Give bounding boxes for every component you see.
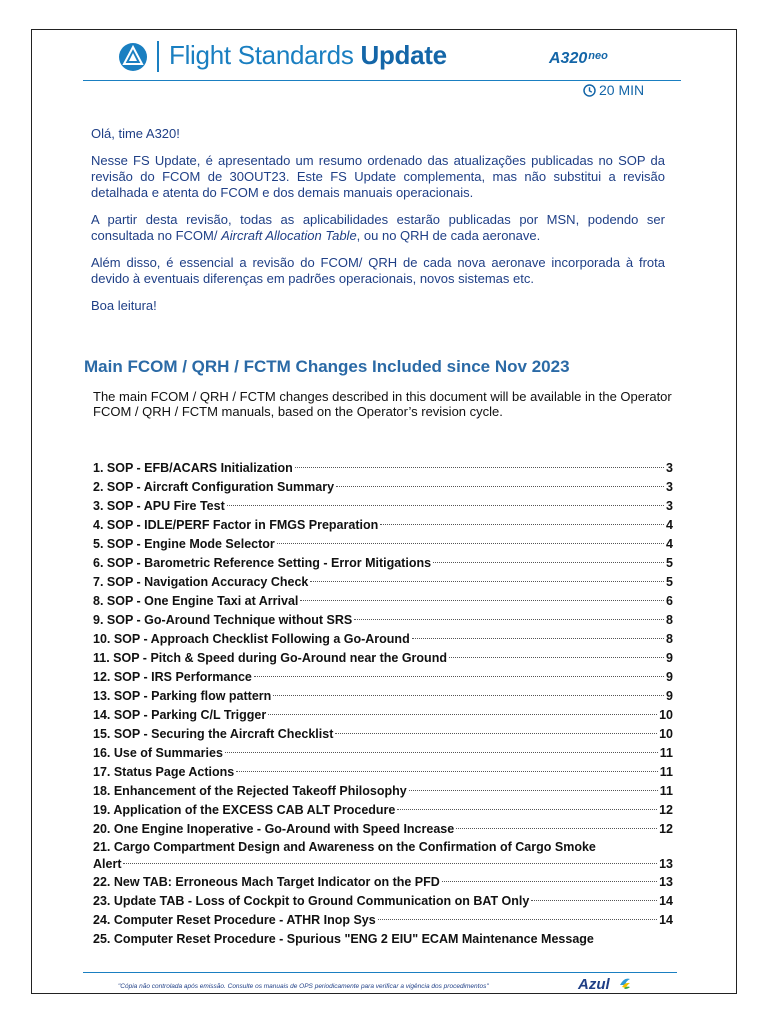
toc-leader-dots [442, 881, 657, 882]
toc-leader-dots [412, 638, 664, 639]
toc-entry[interactable] [93, 573, 673, 592]
toc-entry[interactable] [93, 820, 673, 839]
toc-entry-title: 14. SOP - Parking C/L Trigger [93, 708, 267, 722]
toc-entry[interactable] [93, 630, 673, 649]
toc-entry-page: 3 [666, 480, 673, 494]
toc-entry[interactable] [93, 782, 673, 801]
toc-entry-page: 12 [659, 822, 673, 836]
toc-entry[interactable] [93, 459, 673, 478]
toc-entry[interactable] [93, 930, 673, 949]
toc-entry-title: 12. SOP - IRS Performance [93, 670, 252, 684]
reading-duration: 20 MIN [583, 82, 644, 98]
toc-leader-dots [531, 900, 657, 901]
toc-entry-page: 5 [666, 575, 673, 589]
toc-entry-title: 13. SOP - Parking flow pattern [93, 689, 272, 703]
toc-leader-dots [268, 714, 657, 715]
toc-entry-page: 9 [666, 670, 673, 684]
toc-leader-dots [123, 863, 657, 864]
toc-entry-page: 11 [659, 746, 673, 760]
toc-entry-title: 16. Use of Summaries [93, 746, 223, 760]
toc-entry-title: 21. Cargo Compartment Design and Awareness on the Confirmation of Cargo Smoke [93, 840, 596, 854]
toc-entry-page: 3 [666, 461, 673, 475]
table-of-contents [93, 459, 673, 949]
closing: Boa leitura! [91, 298, 157, 313]
toc-entry[interactable] [93, 725, 673, 744]
toc-entry-title: 24. Computer Reset Procedure - ATHR Inop Sys [93, 913, 376, 927]
section-description: The main FCOM / QRH / FCTM changes described in this document will be available in the Operator FCOM / QRH / FCTM manuals, based on the Operator’s revision cycle. [93, 389, 672, 419]
toc-entry-page: 8 [666, 632, 673, 646]
toc-entry-title: 20. One Engine Inoperative - Go-Around with Speed Increase [93, 822, 455, 836]
toc-entry[interactable] [93, 611, 673, 630]
greeting: Olá, time A320! [91, 126, 180, 141]
toc-entry-title: 5. SOP - Engine Mode Selector [93, 537, 275, 551]
toc-entry-page: 5 [666, 556, 673, 570]
logo-divider [157, 41, 159, 72]
toc-entry-title: 3. SOP - APU Fire Test [93, 499, 225, 513]
toc-entry-title-continued: Alert [93, 857, 122, 871]
toc-entry-title: 4. SOP - IDLE/PERF Factor in FMGS Preparation [93, 518, 379, 532]
toc-entry[interactable] [93, 839, 673, 873]
toc-entry[interactable] [93, 554, 673, 573]
toc-entry-page: 12 [659, 803, 673, 817]
toc-leader-dots [335, 733, 657, 734]
clock-icon [583, 84, 596, 97]
toc-leader-dots [300, 600, 664, 601]
toc-entry[interactable] [93, 478, 673, 497]
toc-entry-page: 9 [666, 651, 673, 665]
toc-leader-dots [310, 581, 664, 582]
toc-entry[interactable] [93, 516, 673, 535]
toc-entry-page: 8 [666, 613, 673, 627]
toc-entry[interactable] [93, 668, 673, 687]
toc-entry[interactable] [93, 706, 673, 725]
toc-entry-page: 13 [659, 857, 673, 871]
toc-entry[interactable] [93, 744, 673, 763]
toc-entry-title: 11. SOP - Pitch & Speed during Go-Around near the Ground [93, 651, 447, 665]
toc-leader-dots [378, 919, 657, 920]
intro-paragraph-3: Além disso, é essencial a revisão do FCOM/ QRH de cada nova aeronave incorporada à frota devido à eventuais diferenças em padrões operacionais, novos sistemas etc. [91, 255, 665, 286]
intro-paragraph-2: A partir desta revisão, todas as aplicabilidades estarão publicadas por MSN, podendo ser consultada no FCOM/ Aircraft Allocation Table, ou no QRH de cada aeronave. [91, 212, 665, 243]
header-rule [83, 80, 681, 81]
toc-entry-title: 17. Status Page Actions [93, 765, 235, 779]
toc-leader-dots [433, 562, 664, 563]
toc-entry-title: 10. SOP - Approach Checklist Following a Go-Around [93, 632, 410, 646]
toc-entry[interactable] [93, 497, 673, 516]
toc-entry[interactable] [93, 801, 673, 820]
footer-rule [83, 972, 677, 973]
toc-entry-title: 2. SOP - Aircraft Configuration Summary [93, 480, 335, 494]
intro-paragraph-1: Nesse FS Update, é apresentado um resumo ordenado das atualizações publicadas no SOP da revisão do FCOM de 30OUT23. Este FS Update complementa, mas não substitui a revisão detalhada e atenta do FCOM e dos demais manuais operacionais. [91, 153, 665, 200]
azul-logo: Azul [578, 976, 610, 993]
toc-leader-dots [336, 486, 664, 487]
compass-logo-icon [118, 42, 148, 72]
toc-entry-title: 25. Computer Reset Procedure - Spurious "ENG 2 EIU" ECAM Maintenance Message [93, 932, 594, 946]
toc-entry-title: 7. SOP - Navigation Accuracy Check [93, 575, 309, 589]
toc-entry-page: 11 [659, 765, 673, 779]
toc-leader-dots [227, 505, 664, 506]
document-title: Flight Standards Update [169, 40, 447, 70]
toc-entry-title: 18. Enhancement of the Rejected Takeoff Philosophy [93, 784, 407, 798]
toc-leader-dots [397, 809, 657, 810]
toc-entry[interactable] [93, 649, 673, 668]
toc-entry-page: 14 [659, 894, 673, 908]
aircraft-model: $A320^{neo}$ [549, 50, 608, 67]
toc-entry-page: 4 [666, 537, 673, 551]
intro-text [91, 126, 665, 325]
toc-entry-page: 4 [666, 518, 673, 532]
toc-entry-title: 9. SOP - Go-Around Technique without SRS [93, 613, 353, 627]
toc-entry-page: 3 [666, 499, 673, 513]
toc-leader-dots [273, 695, 664, 696]
toc-entry[interactable] [93, 873, 673, 892]
toc-entry[interactable] [93, 763, 673, 782]
toc-entry-title: 1. SOP - EFB/ACARS Initialization [93, 461, 293, 475]
toc-entry-page: 14 [659, 913, 673, 927]
toc-entry-page: 13 [659, 875, 673, 889]
toc-entry-page: 9 [666, 689, 673, 703]
toc-entry-page: 11 [659, 784, 673, 798]
toc-leader-dots [295, 467, 664, 468]
toc-entry[interactable] [93, 892, 673, 911]
section-title: Main FCOM / QRH / FCTM Changes Included since Nov 2023 [84, 357, 570, 376]
toc-entry-title: 23. Update TAB - Loss of Cockpit to Ground Communication on BAT Only [93, 894, 530, 908]
toc-entry-title: 6. SOP - Barometric Reference Setting - Error Mitigations [93, 556, 432, 570]
toc-leader-dots [277, 543, 664, 544]
toc-leader-dots [354, 619, 664, 620]
footer-note: "Cópia não controlada após emissão. Consulte os manuais de OPS periodicamente para verificar a vigência dos procedimentos" [118, 983, 489, 990]
toc-leader-dots [409, 790, 658, 791]
toc-leader-dots [380, 524, 664, 525]
toc-leader-dots [225, 752, 658, 753]
toc-leader-dots [236, 771, 658, 772]
toc-entry-title: 22. New TAB: Erroneous Mach Target Indicator on the PFD [93, 875, 440, 889]
toc-entry-page: 10 [659, 727, 673, 741]
toc-entry[interactable] [93, 592, 673, 611]
toc-leader-dots [456, 828, 657, 829]
toc-entry[interactable] [93, 687, 673, 706]
toc-entry-title: 19. Application of the EXCESS CAB ALT Procedure [93, 803, 396, 817]
toc-entry-page: 10 [659, 708, 673, 722]
toc-leader-dots [254, 676, 664, 677]
azul-bird-icon [618, 976, 632, 990]
toc-leader-dots [449, 657, 664, 658]
toc-entry[interactable] [93, 911, 673, 930]
toc-entry-title: 8. SOP - One Engine Taxi at Arrival [93, 594, 299, 608]
toc-entry[interactable] [93, 535, 673, 554]
toc-entry-title: 15. SOP - Securing the Aircraft Checklist [93, 727, 334, 741]
toc-entry-page: 6 [666, 594, 673, 608]
